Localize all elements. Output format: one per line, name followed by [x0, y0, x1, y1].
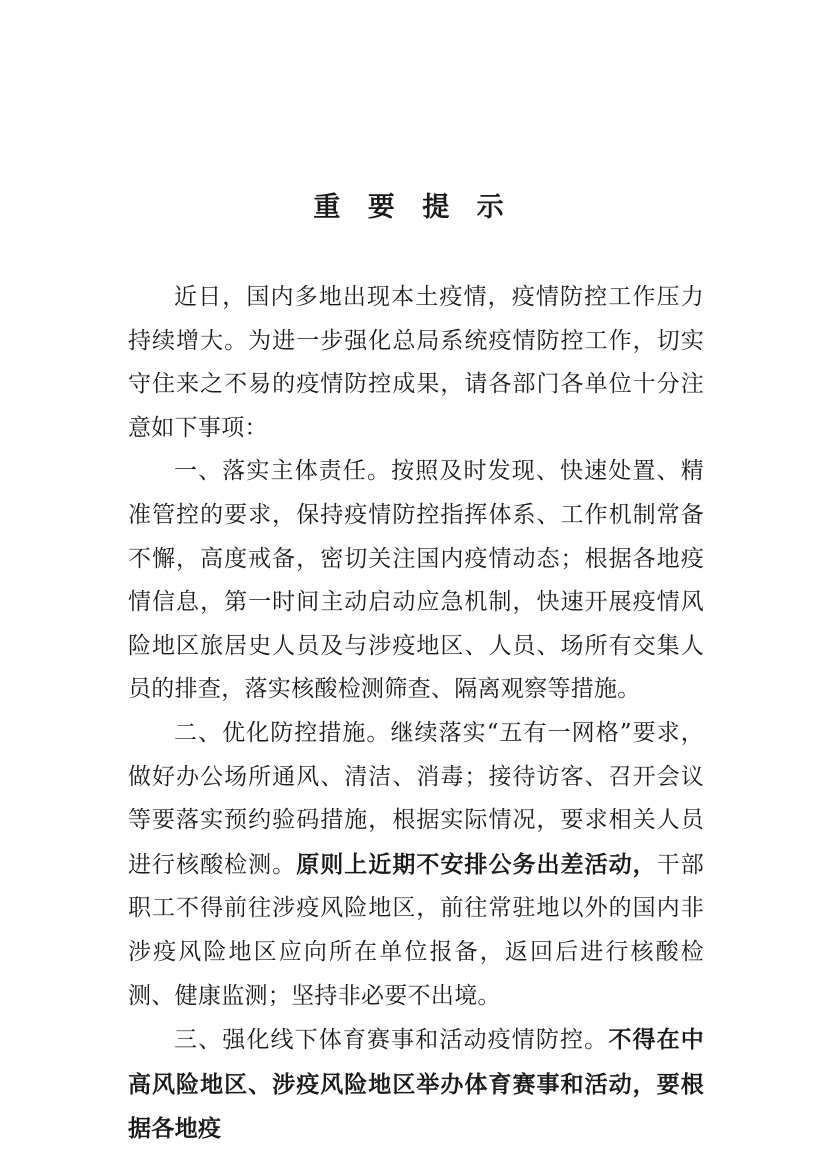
emphasis-text: 原则上近期不安排公务出差活动， [296, 850, 657, 878]
paragraph-intro [128, 276, 704, 450]
paragraph-text: 近日，国内多地出现本土疫情，疫情防控工作压力持续增大。为进一步强化总局系统疫情防控工作，切实守住来之不易的疫情防控成果，请各部门各单位十分注意如下事项： [128, 284, 704, 441]
document-title: 重 要 提 示 [313, 192, 513, 223]
paragraph-text: 一、落实主体责任。按照及时发现、快速处置、精准管控的要求，保持疫情防控指挥体系、工作机制常备不懈，高度戒备，密切关注国内疫情动态；根据各地疫情信息，第一时间主动启动应急机制，快速开展疫情风险地区旅居史人员及与涉疫地区、人员、场所有交集人员的排查，落实核酸检测筛查、隔离观察等措施。 [128, 458, 704, 703]
paragraph-item-2 [128, 712, 704, 1018]
document-body [128, 276, 704, 1152]
paragraph-item-3 [128, 1018, 704, 1152]
paragraph-item-1 [128, 450, 704, 712]
emphasis-text: 不得在中高风险地区、涉疫风险地区举办体育赛事和活动，要根据各地疫 [128, 1026, 704, 1143]
paragraph-text: 三、强化线下体育赛事和活动疫情防控。 [174, 1027, 609, 1054]
paragraph-text: 干部职工不得前往涉疫风险地区，前往常驻地以外的国内非涉疫风险地区应向所在单位报备，返回后进行核酸检测、健康监测；坚持非必要不出境。 [128, 851, 705, 1009]
paragraph-text: 二、优化防控措施。继续落实“五有一网格”要求，做好办公场所通风、清洁、消毒；接待访客、召开会议等要落实预约验码措施，根据实际情况，要求相关人员进行核酸检测。 [128, 719, 704, 878]
